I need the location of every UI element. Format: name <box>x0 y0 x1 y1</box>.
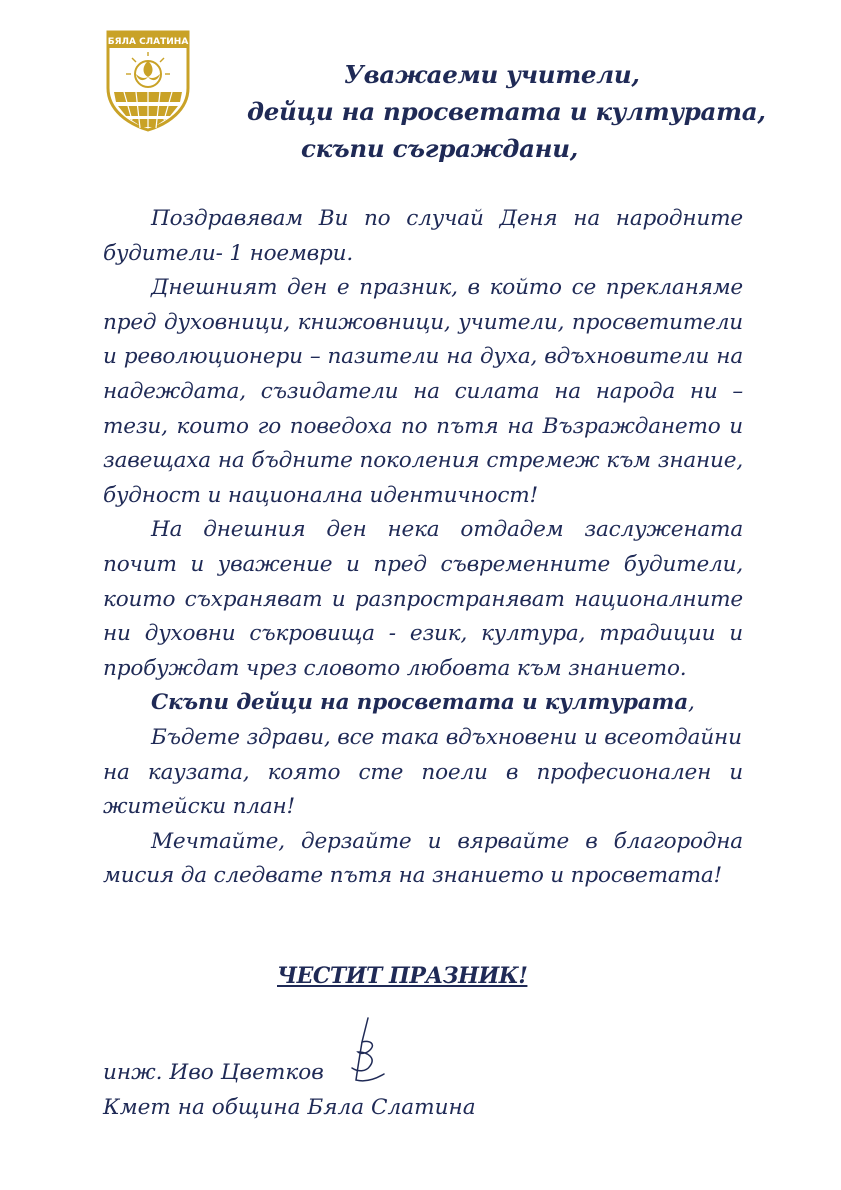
greeting-line-teachers: Уважаеми учители, <box>344 60 640 89</box>
greeting-line-citizens: скъпи съграждани, <box>301 134 578 163</box>
municipality-crest-logo <box>106 30 190 132</box>
paragraph-wishes-line: Бъдете здрави, все така вдъхновени и всеотдайни <box>151 724 742 750</box>
handwritten-signature <box>340 1016 386 1088</box>
closing-greeting: ЧЕСТИТ ПРАЗНИК! <box>277 963 528 989</box>
paragraph-congratulation: Поздравявам Ви по случай Деня на народните будители- 1 ноември. <box>103 206 743 266</box>
svg-text:БЯЛА СЛАТИНА: БЯЛА СЛАТИНА <box>107 37 189 47</box>
signatory-name: инж. Иво Цветков <box>103 1060 324 1085</box>
paragraph-dream: Мечтайте, дерзайте и вярвайте в благородна мисия да следвате пътя на знанието и просветата! <box>103 828 743 889</box>
greeting-line-culture: дейци на просветата и културата, <box>247 97 766 126</box>
paragraph-respect: На днешния ден нека отдадем заслужената почит и уважение и пред съвременните будители, които съхраняват и разпространяват националните ни духовни съкровища - език, култура, традиции и пробуждат чрез словото любовта към знанието. <box>103 517 743 681</box>
signatory-title: Кмет на община Бяла Слатина <box>103 1095 476 1120</box>
paragraph-wishes-cont: на каузата, която сте поели в професионален и житейски план! <box>103 759 743 820</box>
letter-body <box>103 202 743 894</box>
address-bold-text: Скъпи дейци на просветата и културата <box>151 690 688 716</box>
paragraph-address <box>103 686 743 721</box>
address-comma: , <box>688 690 695 716</box>
paragraph-holiday: Днешният ден е празник, в който се прекланяме пред духовници, книжовници, учители, просветители и революционери – пазители на духа, вдъхновители на надеждата, съзидатели на силата на народа ни – тези, които го поведоха по пътя на Възраждането и завещаха на бъдните поколения стремеж към знание, будност и национална идентичност! <box>103 275 743 508</box>
